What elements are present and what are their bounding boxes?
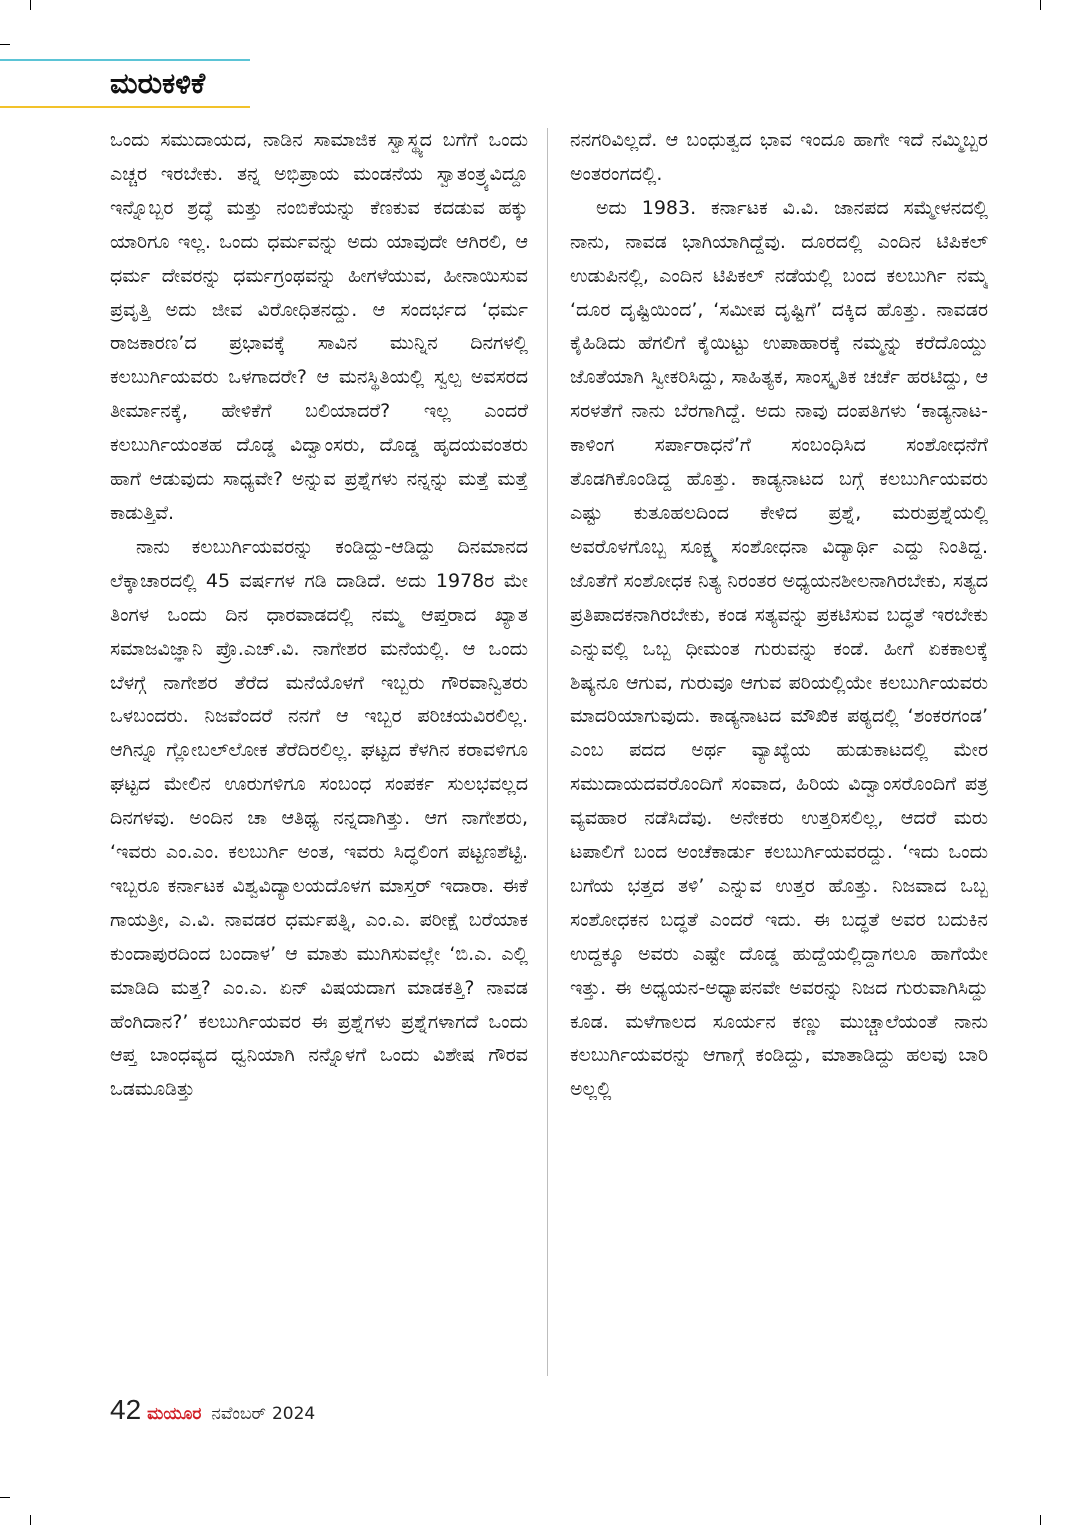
paragraph: ನನಗರಿವಿಲ್ಲದೆ. ಆ ಬಂಧುತ್ವದ ಭಾವ ಇಂದೂ ಹಾಗೇ ಇದೆ ನಮ್ಮಿಬ್ಬರ ಅಂತರಂಗದಲ್ಲಿ. <box>570 129 988 185</box>
header-top-rule <box>0 59 250 61</box>
left-column <box>110 124 528 1380</box>
crop-mark <box>30 0 31 10</box>
crop-mark <box>1040 1515 1041 1525</box>
right-column <box>570 124 988 1380</box>
paragraph: ಒಂದು ಸಮುದಾಯದ, ನಾಡಿನ ಸಾಮಾಜಿಕ ಸ್ವಾಸ್ಥ್ಯದ ಬಗೆಗೆ ಒಂದು ಎಚ್ಚರ ಇರಬೇಕು. ತನ್ನ ಅಭಿಪ್ರಾಯ ಮಂಡನೆಯ ಸ್ವಾತಂತ್ರ್ಯವಿದ್ದೂ ಇನ್ನೊಬ್ಬರ ಶ್ರದ್ಧೆ ಮತ್ತು ನಂಬಿಕೆಯನ್ನು ಕೆಣಕುವ ಕದಡುವ ಹಕ್ಕು ಯಾರಿಗೂ ಇಲ್ಲ. ಒಂದು ಧರ್ಮವನ್ನು ಅದು ಯಾವುದೇ ಆಗಿರಲಿ, ಆ ಧರ್ಮ ದೇವರನ್ನು ಧರ್ಮಗ್ರಂಥವನ್ನು ಹೀಗಳೆಯುವ, ಹೀನಾಯಿಸುವ ಪ್ರವೃತ್ತಿ ಅದು ಜೀವ ವಿರೋಧಿತನದ್ದು. ಆ ಸಂದರ್ಭದ ‘ಧರ್ಮ ರಾಜಕಾರಣ’ದ ಪ್ರಭಾವಕ್ಕೆ ಸಾವಿನ ಮುನ್ನಿನ ದಿನಗಳಲ್ಲಿ ಕಲಬುರ್ಗಿಯವರು ಒಳಗಾದರೇ? ಆ ಮನಸ್ಥಿತಿಯಲ್ಲಿ ಸ್ವಲ್ಪ ಅವಸರದ ತೀರ್ಮಾನಕ್ಕೆ, ಹೇಳಿಕೆಗೆ ಬಲಿಯಾದರೆ? ಇಲ್ಲ ಎಂದರೆ ಕಲಬುರ್ಗಿಯಂತಹ ದೊಡ್ಡ ವಿದ್ವಾಂಸರು, ದೊಡ್ಡ ಹೃದಯವಂತರು ಹಾಗೆ ಆಡುವುದು ಸಾಧ್ಯವೇ? ಅನ್ನುವ ಪ್ರಶ್ನೆಗಳು ನನ್ನನ್ನು ಮತ್ತೆ ಮತ್ತೆ ಕಾಡುತ್ತಿವೆ. <box>110 129 528 524</box>
crop-mark <box>0 44 10 45</box>
crop-mark <box>1040 0 1041 10</box>
paragraph: ನಾನು ಕಲಬುರ್ಗಿಯವರನ್ನು ಕಂಡಿದ್ದು-ಆಡಿದ್ದು ದಿನಮಾನದ ಲೆಕ್ಕಾಚಾರದಲ್ಲಿ 45 ವರ್ಷಗಳ ಗಡಿ ದಾಡಿದೆ. ಅದು 1978ರ ಮೇ ತಿಂಗಳ ಒಂದು ದಿನ ಧಾರವಾಡದಲ್ಲಿ ನಮ್ಮ ಆಪ್ತರಾದ ಖ್ಯಾತ ಸಮಾಜವಿಜ್ಞಾನಿ ಪ್ರೊ.ಎಚ್.ವಿ. ನಾಗೇಶರ ಮನೆಯಲ್ಲಿ. ಆ ಒಂದು ಬೆಳಗ್ಗೆ ನಾಗೇಶರ ತೆರೆದ ಮನೆಯೊಳಗೆ ಇಬ್ಬರು ಗೌರವಾನ್ವಿತರು ಒಳಬಂದರು. ನಿಜವೆಂದರೆ ನನಗೆ ಆ ಇಬ್ಬರ ಪರಿಚಯವಿರಲಿಲ್ಲ. ಆಗಿನ್ನೂ ಗ್ಲೋಬಲ್‌ಲೋಕ ತೆರೆದಿರಲಿಲ್ಲ. ಘಟ್ಟದ ಕೆಳಗಿನ ಕರಾವಳಿಗೂ ಘಟ್ಟದ ಮೇಲಿನ ಊರುಗಳಿಗೂ ಸಂಬಂಧ ಸಂಪರ್ಕ ಸುಲಭವಲ್ಲದ ದಿನಗಳವು. ಅಂದಿನ ಚಾ ಆತಿಥ್ಯ ನನ್ನದಾಗಿತ್ತು. ಆಗ ನಾಗೇಶರು, ‘ಇವರು ಎಂ.ಎಂ. ಕಲಬುರ್ಗಿ ಅಂತ, ಇವರು ಸಿದ್ಧಲಿಂಗ ಪಟ್ಟಣಶೆಟ್ಟಿ. ಇಬ್ಬರೂ ಕರ್ನಾಟಕ ವಿಶ್ವವಿದ್ಯಾಲಯದೊಳಗ ಮಾಸ್ತರ್ ಇದಾರಾ. ಈಕೆ ಗಾಯತ್ರೀ, ಎ.ವಿ. ನಾವಡರ ಧರ್ಮಪತ್ನಿ, ಎಂ.ಎ. ಪರೀಕ್ಷೆ ಬರೆಯಾಕ ಕುಂದಾಪುರದಿಂದ ಬಂದಾಳ’ ಆ ಮಾತು ಮುಗಿಸುವಲ್ಲೇ ‘ಬಿ.ಎ. ಎಲ್ಲಿ ಮಾಡಿದಿ ಮತ್ತ? ಎಂ.ಎ. ಏನ್ ವಿಷಯದಾಗ ಮಾಡಕತ್ತಿ? ನಾವಡ ಹೆಂಗಿದಾನ?’ ಕಲಬುರ್ಗಿಯವರ ಈ ಪ್ರಶ್ನೆಗಳು ಪ್ರಶ್ನೆಗಳಾಗದೆ ಒಂದು ಆಪ್ತ ಬಾಂಧವ್ಯದ ಧ್ವನಿಯಾಗಿ ನನ್ನೊಳಗೆ ಒಂದು ವಿಶೇಷ ಗೌರವ ಒಡಮೂಡಿತ್ತು <box>110 535 528 1101</box>
paragraph: ಅದು 1983. ಕರ್ನಾಟಕ ವಿ.ವಿ. ಜಾನಪದ ಸಮ್ಮೇಳನದಲ್ಲಿ ನಾನು, ನಾವಡ ಭಾಗಿಯಾಗಿದ್ದೆವು. ದೂರದಲ್ಲಿ ಎಂದಿನ ಟಿಪಿಕಲ್ ಉಡುಪಿನಲ್ಲಿ, ಎಂದಿನ ಟಿಪಿಕಲ್ ನಡೆಯಲ್ಲಿ ಬಂದ ಕಲಬುರ್ಗಿ ನಮ್ಮ ‘ದೂರ ದೃಷ್ಟಿಯಿಂದ’, ‘ಸಮೀಪ ದೃಷ್ಟಿಗೆ’ ದಕ್ಕಿದ ಹೊತ್ತು. ನಾವಡರ ಕೈಹಿಡಿದು ಹೆಗಲಿಗೆ ಕೈಯಿಟ್ಟು ಉಪಾಹಾರಕ್ಕೆ ನಮ್ಮನ್ನು ಕರೆದೊಯ್ದು ಜೊತೆಯಾಗಿ ಸ್ವೀಕರಿಸಿದ್ದು, ಸಾಹಿತ್ಯಕ, ಸಾಂಸ್ಕೃತಿಕ ಚರ್ಚೆ ಹರಟಿದ್ದು, ಆ ಸರಳತೆಗೆ ನಾನು ಬೆರಗಾಗಿದ್ದೆ. ಅದು ನಾವು ದಂಪತಿಗಳು ‘ಕಾಡ್ಯನಾಟ-ಕಾಳಿಂಗ ಸರ್ಪಾರಾಧನೆ’ಗೆ ಸಂಬಂಧಿಸಿದ ಸಂಶೋಧನೆಗೆ ತೊಡಗಿಕೊಂಡಿದ್ದ ಹೊತ್ತು. ಕಾಡ್ಯನಾಟದ ಬಗ್ಗೆ ಕಲಬುರ್ಗಿಯವರು ಎಷ್ಟು ಕುತೂಹಲದಿಂದ ಕೇಳಿದ ಪ್ರಶ್ನೆ, ಮರುಪ್ರಶ್ನೆಯಲ್ಲಿ ಅವರೊಳಗೊಬ್ಬ ಸೂಕ್ಷ್ಮ ಸಂಶೋಧನಾ ವಿದ್ಯಾರ್ಥಿ ಎದ್ದು ನಿಂತಿದ್ದ. ಜೊತೆಗೆ ಸಂಶೋಧಕ ನಿತ್ಯ ನಿರಂತರ ಅಧ್ಯಯನಶೀಲನಾಗಿರಬೇಕು, ಸತ್ಯದ ಪ್ರತಿಪಾದಕನಾಗಿರಬೇಕು, ಕಂಡ ಸತ್ಯವನ್ನು ಪ್ರಕಟಿಸುವ ಬದ್ಧತೆ ಇರಬೇಕು ಎನ್ನುವಲ್ಲಿ ಒಬ್ಬ ಧೀಮಂತ ಗುರುವನ್ನು ಕಂಡೆ. ಹೀಗೆ ಏಕಕಾಲಕ್ಕೆ ಶಿಷ್ಯನೂ ಆಗುವ, ಗುರುವೂ ಆಗುವ ಪರಿಯಲ್ಲಿಯೇ ಕಲಬುರ್ಗಿಯವರು ಮಾದರಿಯಾಗುವುದು. ಕಾಡ್ಯನಾಟದ ಮೌಖಿಕ ಪಠ್ಯದಲ್ಲಿ ‘ಶಂಕರಗಂಡ’ ಎಂಬ ಪದದ ಅರ್ಥ ವ್ಯಾಖ್ಯೆಯ ಹುಡುಕಾಟದಲ್ಲಿ ಮೇರ ಸಮುದಾಯದವರೊಂದಿಗೆ ಸಂವಾದ, ಹಿರಿಯ ವಿದ್ವಾಂಸರೊಂದಿಗೆ ಪತ್ರ ವ್ಯವಹಾರ ನಡೆಸಿದೆವು. ಅನೇಕರು ಉತ್ತರಿಸಲಿಲ್ಲ, ಆದರೆ ಮರು ಟಪಾಲಿಗೆ ಬಂದ ಅಂಚೆಕಾರ್ಡು ಕಲಬುರ್ಗಿಯವರದ್ದು. ‘ಇದು ಒಂದು ಬಗೆಯ ಭತ್ತದ ತಳಿ’ ಎನ್ನುವ ಉತ್ತರ ಹೊತ್ತು. ನಿಜವಾದ ಒಬ್ಬ ಸಂಶೋಧಕನ ಬದ್ಧತೆ ಎಂದರೆ ಇದು. ಈ ಬದ್ಧತೆ ಅವರ ಬದುಕಿನ ಉದ್ದಕ್ಕೂ ಅವರು ಎಷ್ಟೇ ದೊಡ್ಡ ಹುದ್ದೆಯಲ್ಲಿದ್ದಾಗಲೂ ಹಾಗೆಯೇ ಇತ್ತು. ಈ ಅಧ್ಯಯನ-ಅಧ್ಯಾಪನವೇ ಅವರನ್ನು ನಿಜದ ಗುರುವಾಗಿಸಿದ್ದು ಕೂಡ. ಮಳೆಗಾಲದ ಸೂರ್ಯನ ಕಣ್ಣು ಮುಚ್ಚಾಲೆಯಂತೆ ನಾನು ಕಲಬುರ್ಗಿಯವರನ್ನು ಆಗಾಗ್ಗೆ ಕಂಡಿದ್ದು, ಮಾತಾಡಿದ್ದು ಹಲವು ಬಾರಿ ಅಲ್ಲಲ್ಲಿ <box>570 196 988 1101</box>
column-divider <box>547 128 548 1376</box>
page-footer <box>110 1394 315 1426</box>
crop-mark <box>30 1515 31 1525</box>
section-header <box>0 56 250 108</box>
magazine-logo: ಮಯೂರ <box>147 1404 202 1424</box>
issue-year: 2024 <box>271 1404 316 1424</box>
header-bottom-rule <box>0 106 250 108</box>
section-title: ಮರುಕಳಿಕೆ <box>110 66 206 100</box>
crop-mark <box>0 1497 10 1498</box>
issue-month: ನವೆಂಬರ್ <box>211 1404 266 1424</box>
page-number: 42 <box>110 1394 142 1425</box>
